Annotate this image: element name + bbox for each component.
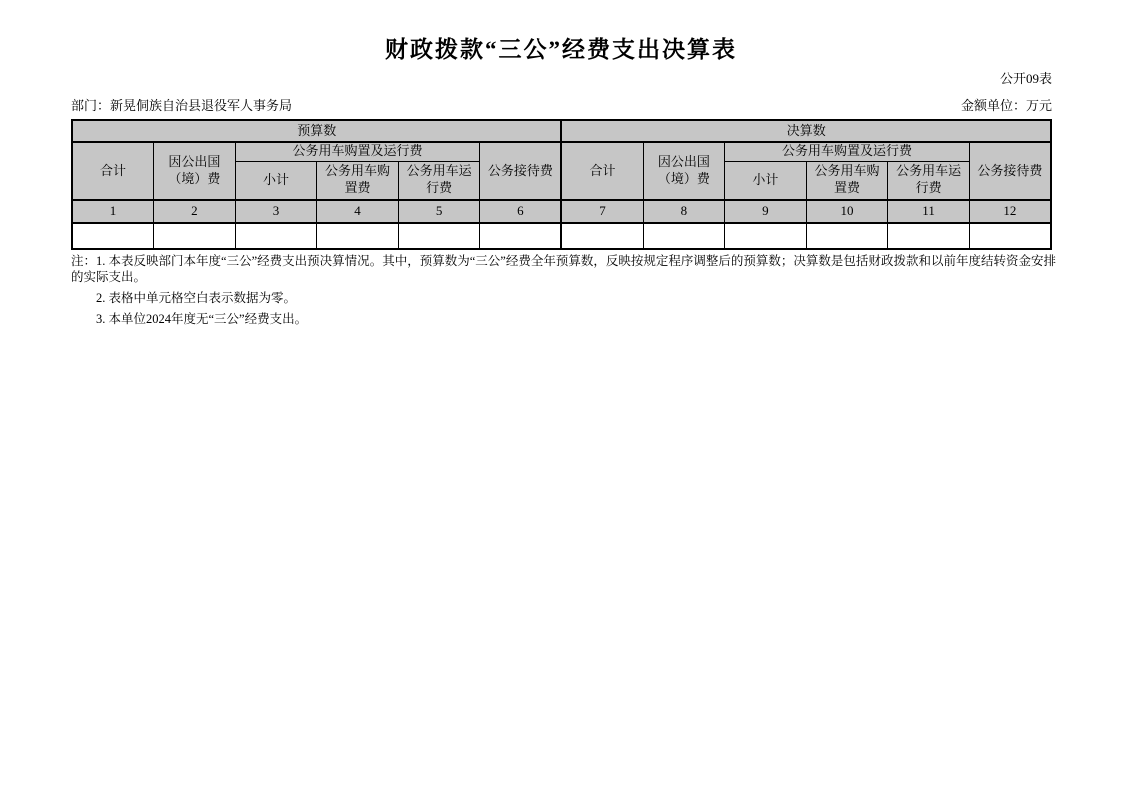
- data-cell: [235, 223, 317, 249]
- col-header-budget-vehicle-subtotal: 小计: [235, 161, 317, 200]
- col-header-final-reception: 公务接待费: [969, 142, 1051, 200]
- three-public-expense-table: [71, 119, 1052, 250]
- column-number: 10: [806, 200, 888, 223]
- col-header-final-vehicle-subtotal: 小计: [725, 161, 807, 200]
- data-cell: [154, 223, 236, 249]
- column-number: 12: [969, 200, 1051, 223]
- col-header-final-vehicle-purchase: 公务用车购置费: [806, 161, 888, 200]
- column-number: 3: [235, 200, 317, 223]
- col-header-final-abroad: 因公出国（境）费: [643, 142, 725, 200]
- column-number: 4: [317, 200, 399, 223]
- column-number: 11: [888, 200, 970, 223]
- notes-section: [71, 253, 1056, 327]
- data-cell: [480, 223, 562, 249]
- col-header-final-total: 合计: [561, 142, 643, 200]
- section-header-final: 决算数: [561, 120, 1051, 142]
- data-cell: [806, 223, 888, 249]
- col-header-final-vehicle-group: 公务用车购置及运行费: [725, 142, 970, 161]
- data-cell: [888, 223, 970, 249]
- doc-code-label: 公开09表: [999, 71, 1052, 86]
- col-header-budget-vehicle-operation: 公务用车运行费: [398, 161, 480, 200]
- data-cell: [643, 223, 725, 249]
- col-header-budget-vehicle-purchase: 公务用车购置费: [317, 161, 399, 200]
- column-number: 7: [561, 200, 643, 223]
- unit-label: 金额单位：万元: [960, 98, 1052, 113]
- note-line: 3. 本单位2024年度无“三公”经费支出。: [96, 312, 308, 326]
- col-header-budget-abroad: 因公出国（境）费: [154, 142, 236, 200]
- data-cell: [398, 223, 480, 249]
- data-cell: [725, 223, 807, 249]
- column-number: 1: [72, 200, 154, 223]
- department-label: 部门：新晃侗族自治县退役军人事务局: [71, 98, 293, 113]
- section-header-budget: 预算数: [72, 120, 561, 142]
- page-title: 财政拨款“三公”经费支出决算表: [385, 37, 737, 62]
- column-number: 8: [643, 200, 725, 223]
- column-number: 5: [398, 200, 480, 223]
- column-number: 6: [480, 200, 562, 223]
- column-number: 9: [725, 200, 807, 223]
- note-line: 注：1. 本表反映部门本年度“三公”经费支出预决算情况。其中，预算数为“三公”经费全年预算数，反映按规定程序调整后的预算数；决算数是包括财政拨款和以前年度结转资金安排的实际支出。: [71, 254, 1056, 284]
- table-row: [72, 223, 1051, 249]
- data-cell: [969, 223, 1051, 249]
- col-header-budget-vehicle-group: 公务用车购置及运行费: [235, 142, 480, 161]
- column-number: 2: [154, 200, 236, 223]
- data-cell: [72, 223, 154, 249]
- data-cell: [561, 223, 643, 249]
- col-header-budget-total: 合计: [72, 142, 154, 200]
- col-header-budget-reception: 公务接待费: [480, 142, 562, 200]
- data-cell: [317, 223, 399, 249]
- col-header-final-vehicle-operation: 公务用车运行费: [888, 161, 970, 200]
- note-line: 2. 表格中单元格空白表示数据为零。: [96, 291, 297, 305]
